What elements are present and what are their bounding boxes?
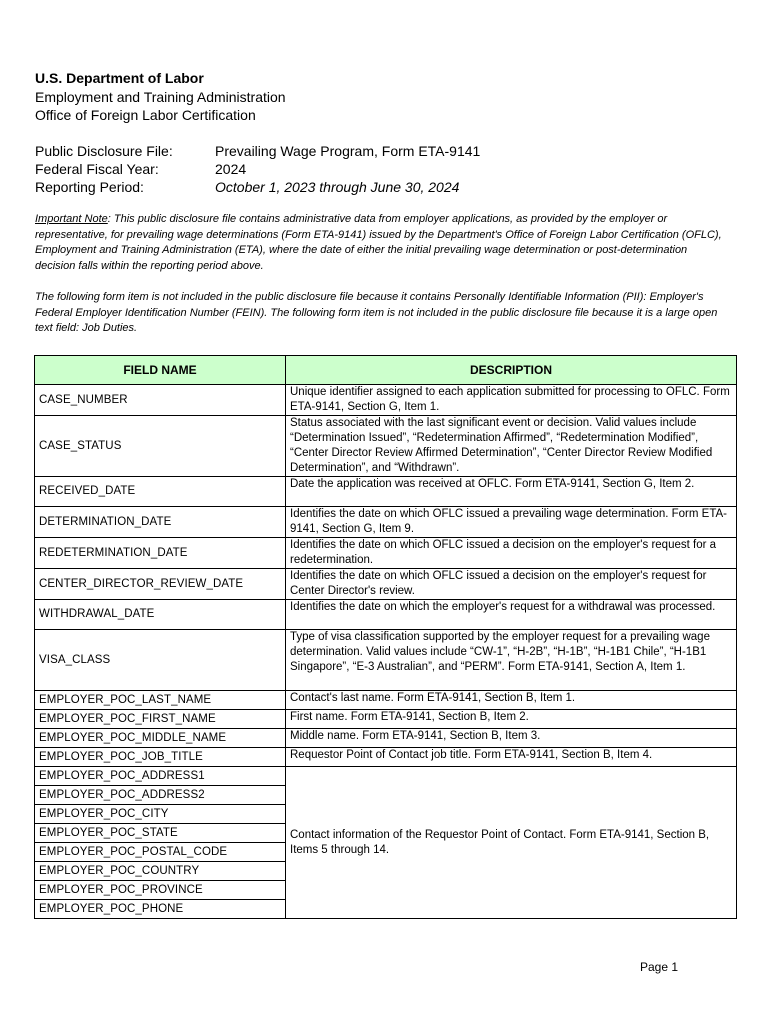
field-table [34,355,737,919]
field-name-cell: EMPLOYER_POC_POSTAL_CODE [35,843,286,862]
description-cell: Requestor Point of Contact job title. Form ETA-9141, Section B, Item 4. [286,748,737,767]
field-name-cell: EMPLOYER_POC_LAST_NAME [35,691,286,710]
pii-note: The following form item is not included in the public disclosure file because it contains Personally Identifiable Information (PII): Employer's Federal Employer Identification Number (FEIN). The following form item is not included in the public disclosure file because it is a large open text field: Job Duties. [35,291,718,334]
description-cell: Contact's last name. Form ETA-9141, Section B, Item 1. [286,691,737,710]
important-note-text: : This public disclosure file contains administrative data from employer applications, as provided by the employer or representative, for prevailing wage determinations (Form ETA-9141) issued by the Department's Office of Foreign Labor Certification (OFLC), Employment and Training Administration (ETA), where the date of either the initial prevailing wage determination or post-determination decision falls within the reporting period above. [35,213,722,272]
field-name-cell: EMPLOYER_POC_JOB_TITLE [35,748,286,767]
field-name-cell: CASE_NUMBER [35,385,286,416]
description-cell: Identifies the date on which OFLC issued a decision on the employer's request for a redetermination. [286,538,737,569]
field-name-cell: EMPLOYER_POC_FIRST_NAME [35,710,286,729]
contact-description-cell: Contact information of the Requestor Point of Contact. Form ETA-9141, Section B, Items 5 through 14. [286,767,737,919]
table-row [35,748,737,767]
field-name-cell: WITHDRAWAL_DATE [35,600,286,630]
description-cell: Type of visa classification supported by the employer request for a prevailing wage determination. Valid values include “CW-1”, “H-2B”, “H-1B”, “H-1B1 Chile”, “H-1B1 Singapore”, “E-3 Australian”, and “PERM”. Form ETA-9141, Section A, Item 1. [286,630,737,691]
administration-name: Employment and Training Administration [35,88,286,105]
year-label: Federal Fiscal Year: [35,161,159,177]
field-name-cell: EMPLOYER_POC_CITY [35,805,286,824]
field-name-cell: RECEIVED_DATE [35,477,286,507]
field-name-cell: EMPLOYER_POC_PHONE [35,900,286,919]
table-row [35,477,737,507]
table-row [35,507,737,538]
meta-row-file [35,142,480,160]
description-cell: Identifies the date on which OFLC issued a prevailing wage determination. Form ETA-9141, Section G, Item 9. [286,507,737,538]
table-body [35,385,737,919]
header-field-name: FIELD NAME [35,356,286,385]
field-name-cell: EMPLOYER_POC_COUNTRY [35,862,286,881]
field-name-cell: VISA_CLASS [35,630,286,691]
description-cell: Middle name. Form ETA-9141, Section B, Item 3. [286,729,737,748]
table-row [35,710,737,729]
period-label: Reporting Period: [35,179,144,195]
important-note [35,212,725,274]
table-row [35,600,737,630]
office-name: Office of Foreign Labor Certification [35,107,256,123]
field-name-cell: CENTER_DIRECTOR_REVIEW_DATE [35,569,286,600]
header-description: DESCRIPTION [286,356,737,385]
description-cell: Identifies the date on which the employer's request for a withdrawal was processed. [286,600,737,630]
file-label: Public Disclosure File: [35,143,173,159]
field-name-cell: REDETERMINATION_DATE [35,538,286,569]
table-row [35,767,737,786]
field-name-cell: EMPLOYER_POC_STATE [35,824,286,843]
important-note-label: Important Note [35,213,108,225]
table-row [35,538,737,569]
department-name: U.S. Department of Labor [35,70,204,86]
field-name-cell: EMPLOYER_POC_MIDDLE_NAME [35,729,286,748]
description-cell: Status associated with the last significant event or decision. Valid values include “Determination Issued”, “Redetermination Affirmed”, “Redetermination Modified”, “Center Director Review Affirmed Determination”, “Center Director Review Modified Determination”, and “Withdrawn”. [286,416,737,477]
description-cell: Unique identifier assigned to each application submitted for processing to OFLC. Form ETA-9141, Section G, Item 1. [286,385,737,416]
description-cell: First name. Form ETA-9141, Section B, Item 2. [286,710,737,729]
page-number: Page 1 [640,960,679,974]
table-row [35,630,737,691]
year-value: 2024 [215,161,247,177]
field-name-cell: EMPLOYER_POC_ADDRESS2 [35,786,286,805]
meta-row-year [35,160,480,178]
description-cell: Date the application was received at OFLC. Form ETA-9141, Section G, Item 2. [286,477,737,507]
table-row [35,691,737,710]
meta-row-period [35,178,480,196]
field-name-cell: EMPLOYER_POC_PROVINCE [35,881,286,900]
description-cell: Identifies the date on which OFLC issued a decision on the employer's request for Center Director's review. [286,569,737,600]
file-value: Prevailing Wage Program, Form ETA-9141 [215,143,481,159]
table-row [35,385,737,416]
document-header [35,69,286,125]
table-row [35,729,737,748]
table-row [35,569,737,600]
table-row [35,416,737,477]
field-name-cell: CASE_STATUS [35,416,286,477]
field-name-cell: EMPLOYER_POC_ADDRESS1 [35,767,286,786]
period-value: October 1, 2023 through June 30, 2024 [215,179,460,195]
file-metadata [35,142,480,196]
field-name-cell: DETERMINATION_DATE [35,507,286,538]
table-header-row [35,356,737,385]
